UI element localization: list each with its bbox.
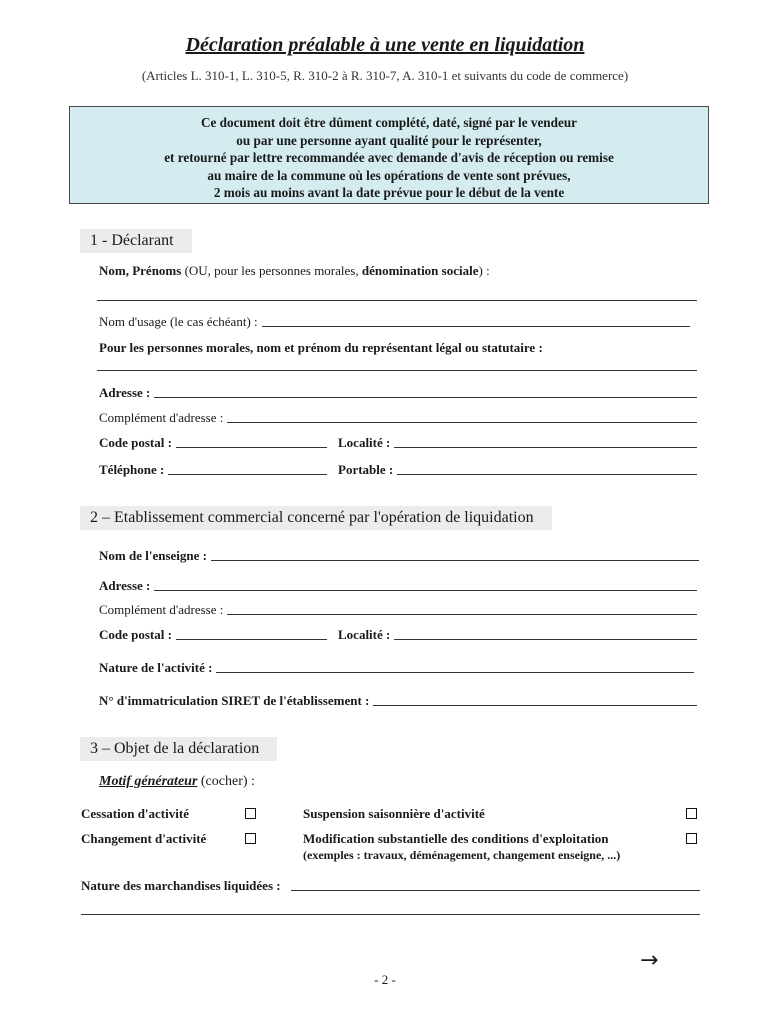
address-field[interactable] (99, 385, 697, 401)
usage-name-label: Nom d'usage (le cas échéant) : (99, 314, 258, 329)
mobile-label: Portable : (338, 462, 394, 477)
phone-input-line[interactable] (168, 474, 327, 475)
option-change-label: Changement d'activité (81, 831, 207, 846)
instructions-line: Ce document doit être dûment complété, daté, signé par le vendeur (200, 115, 578, 130)
name-label-part: ) : (478, 263, 490, 278)
name-label-part: dénomination sociale (361, 263, 479, 278)
phone-label: Téléphone : (99, 462, 165, 477)
establishment-postal-code-field[interactable] (99, 627, 327, 643)
name-input-line[interactable] (97, 300, 697, 301)
name-label-part: Nom, Prénoms (99, 263, 182, 278)
option-cessation-label: Cessation d'activité (81, 806, 189, 821)
legal-rep-label: Pour les personnes morales, nom et prénom du représentant légal ou statutaire : (99, 340, 543, 355)
activity-label: Nature de l'activité : (99, 660, 213, 675)
locality-input-line[interactable] (394, 447, 697, 448)
locality-label: Localité : (338, 435, 391, 450)
legal-references: (Articles L. 310-1, L. 310-5, R. 310-2 à R. 310-7, A. 310-1 et suivants du code de commerce) (141, 68, 629, 83)
establishment-postal-code-input-line[interactable] (176, 639, 327, 640)
motive-label (99, 774, 255, 790)
postal-code-input-line[interactable] (176, 447, 327, 448)
address-complement-label: Complément d'adresse : (99, 410, 224, 425)
goods-input-line-2[interactable] (81, 914, 700, 915)
address-label: Adresse : (99, 385, 151, 400)
establishment-address-input-line[interactable] (154, 590, 697, 591)
establishment-address-label: Adresse : (99, 578, 151, 593)
siret-field[interactable] (99, 693, 697, 709)
sign-name-label: Nom de l'enseigne : (99, 548, 207, 563)
mobile-input-line[interactable] (397, 474, 697, 475)
next-page-arrow-icon: → (640, 948, 659, 973)
siret-label: N° d'immatriculation SIRET de l'établissement : (99, 693, 370, 708)
motive-hint: (cocher) : (197, 774, 255, 789)
instructions-box (69, 106, 709, 204)
option-seasonal-label: Suspension saisonnière d'activité (303, 806, 485, 821)
name-label (99, 263, 490, 279)
mobile-field[interactable] (338, 462, 697, 478)
instructions-line: 2 mois au moins avant la date prévue pour le début de la vente (213, 185, 565, 201)
establishment-locality-input-line[interactable] (394, 639, 697, 640)
establishment-address-complement-field[interactable] (99, 602, 697, 618)
locality-field[interactable] (338, 435, 697, 451)
establishment-address-complement-input-line[interactable] (227, 614, 697, 615)
section-2-heading: 2 – Etablissement commercial concerné par l'opération de liquidation (80, 506, 552, 530)
instructions-line: ou par une personne ayant qualité pour le représenter, (236, 132, 542, 148)
change-checkbox[interactable] (245, 833, 256, 844)
postal-code-field[interactable] (99, 435, 327, 451)
sign-name-input-line[interactable] (211, 560, 699, 561)
address-complement-field[interactable] (99, 410, 697, 426)
activity-input-line[interactable] (216, 672, 694, 673)
establishment-address-complement-label: Complément d'adresse : (99, 602, 224, 617)
goods-label: Nature des marchandises liquidées : (81, 878, 281, 893)
instructions-line: au maire de la commune où les opérations de vente sont prévues, (207, 167, 571, 183)
section-3-heading: 3 – Objet de la déclaration (80, 737, 277, 761)
modification-checkbox[interactable] (686, 833, 697, 844)
seasonal-checkbox[interactable] (686, 808, 697, 819)
address-input-line[interactable] (154, 397, 697, 398)
option-modification-label: Modification substantielle des conditions d'exploitation (303, 831, 609, 846)
usage-name-field[interactable] (99, 314, 690, 330)
activity-field[interactable] (99, 660, 694, 676)
goods-field[interactable] (81, 878, 700, 894)
section-1-heading: 1 - Déclarant (80, 229, 192, 253)
phone-field[interactable] (99, 462, 327, 478)
establishment-address-field[interactable] (99, 578, 697, 594)
document-title: Déclaration préalable à une vente en liquidation (185, 34, 585, 56)
establishment-locality-field[interactable] (338, 627, 697, 643)
instructions-line: et retourné par lettre recommandée avec demande d'avis de réception ou remise (164, 150, 614, 166)
motive-title: Motif générateur (99, 774, 198, 789)
establishment-locality-label: Localité : (338, 627, 391, 642)
postal-code-label: Code postal : (99, 435, 172, 450)
page-number: - 2 - (374, 972, 396, 987)
option-modification-examples: (exemples : travaux, déménagement, changement enseigne, ...) (303, 848, 621, 862)
name-label-part: (OU, pour les personnes morales, (181, 263, 362, 278)
address-complement-input-line[interactable] (227, 422, 697, 423)
cessation-checkbox[interactable] (245, 808, 256, 819)
usage-name-input-line[interactable] (262, 326, 690, 327)
establishment-postal-code-label: Code postal : (99, 627, 172, 642)
sign-name-field[interactable] (99, 548, 699, 564)
goods-input-line[interactable] (291, 890, 700, 891)
siret-input-line[interactable] (373, 705, 697, 706)
legal-rep-input-line[interactable] (97, 370, 697, 371)
